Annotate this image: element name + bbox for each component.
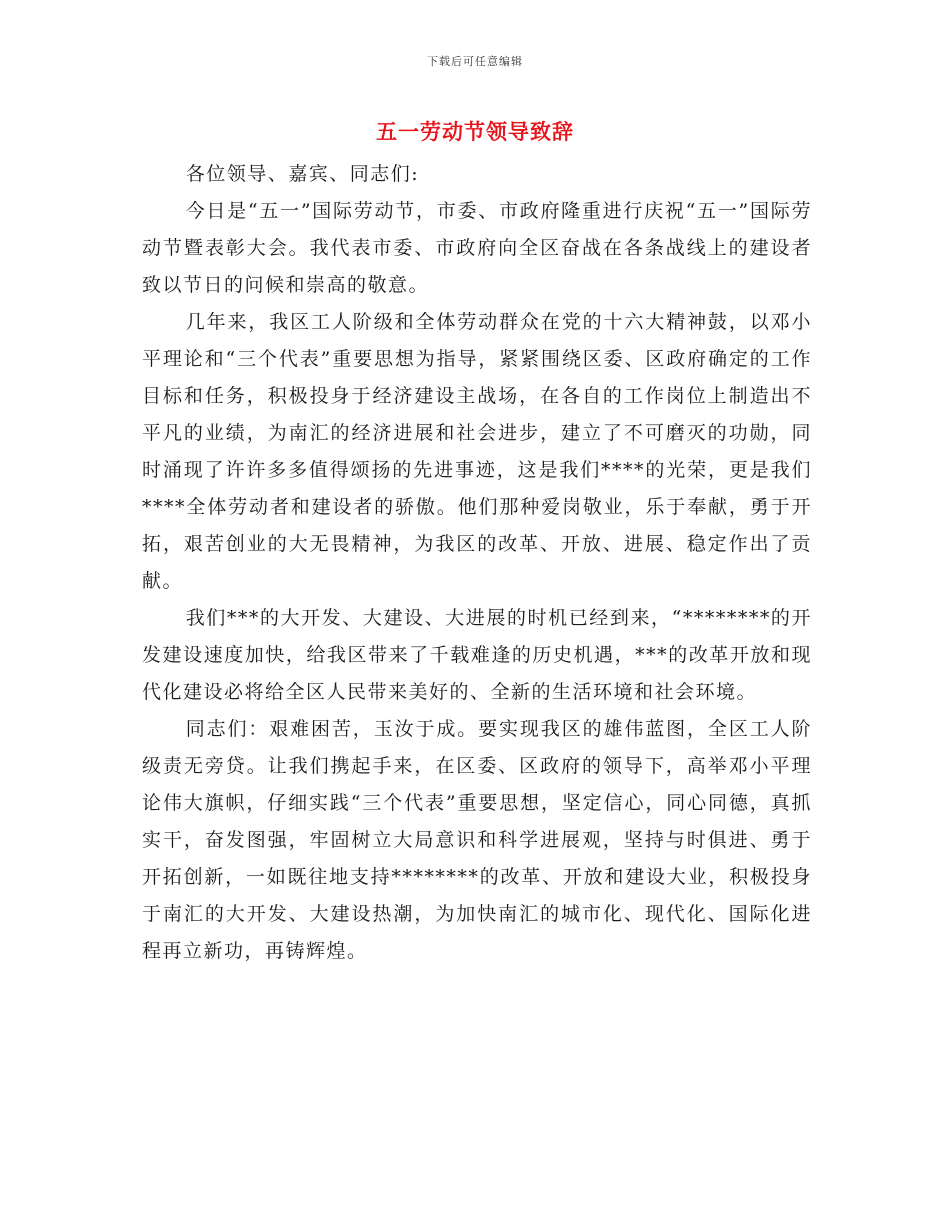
document-body — [142, 156, 812, 970]
paragraph-2: 几年来，我区工人阶级和全体劳动群众在党的十六大精神鼓，以邓小平理论和“三个代表”重要思想为指导，紧紧围绕区委、区政府确定的工作目标和任务，积极投身于经济建设主战场，在各自的工作岗位上制造出不平凡的业绩，为南汇的经济进展和社会进步，建立了不可磨灭的功勋，同时涌现了许许多多值得颂扬的先进事迹，这是我们****的光荣，更是我们****全体劳动者和建设者的骄傲。他们那种爱岗敬业，乐于奉献，勇于开拓，艰苦创业的大无畏精神，为我区的改革、开放、进展、稳定作出了贡献。 — [142, 311, 812, 592]
salutation: 各位领导、嘉宾、同志们: — [185, 163, 420, 185]
paragraph-3: 我们***的大开发、大建设、大进展的时机已经到来，“********的开发建设速度加快，给我区带来了千载难逢的历史机遇，***的改革开放和现代化建设必将给全区人民带来美好的、全新的生活环境和社会环境。 — [142, 607, 812, 703]
header-note: 下载后可任意编辑 — [427, 55, 523, 68]
paragraph-1: 今日是“五一”国际劳动节，市委、市政府隆重进行庆祝“五一”国际劳动节暨表彰大会。我代表市委、市政府向全区奋战在各条战线上的建设者致以节日的问候和崇高的敬意。 — [142, 200, 812, 296]
paragraph-4: 同志们：艰难困苦，玉汝于成。要实现我区的雄伟蓝图，全区工人阶级责无旁贷。让我们携起手来，在区委、区政府的领导下，高举邓小平理论伟大旗帜，仔细实践“三个代表”重要思想，坚定信心，同心同德，真抓实干，奋发图强，牢固树立大局意识和科学进展观，坚持与时俱进、勇于开拓创新，一如既往地支持********的改革、开放和建设大业，积极投身于南汇的大开发、大建设热潮，为加快南汇的城市化、现代化、国际化进程再立新功，再铸辉煌。 — [142, 718, 812, 962]
document-title: 五一劳动节领导致辞 — [376, 119, 574, 144]
